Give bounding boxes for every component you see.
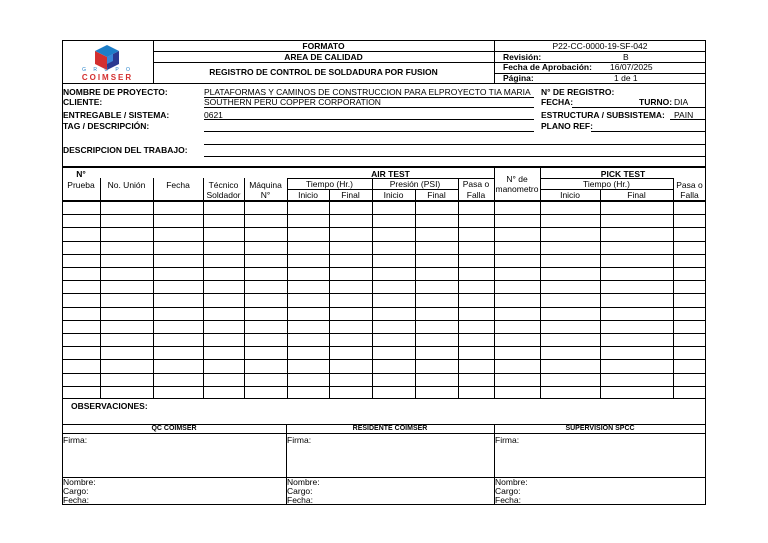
divider (62, 477, 706, 478)
table-row[interactable] (62, 241, 706, 254)
signature-firma: Firma: (495, 435, 520, 445)
table-row[interactable] (62, 293, 706, 306)
divider (494, 167, 495, 201)
table-column-divider (329, 201, 330, 399)
signature-nombre: Nombre: (63, 477, 96, 487)
signature-nombre: Nombre: (287, 477, 320, 487)
table-column-divider (244, 201, 245, 399)
divider (203, 178, 204, 201)
shift-label: TURNO: (639, 97, 673, 107)
observations-label: OBSERVACIONES: (71, 401, 148, 411)
divider (329, 189, 330, 201)
deliverable-value: 0621 (204, 110, 223, 120)
air-pasa-1: Pasa o (462, 179, 490, 189)
divider (415, 189, 416, 201)
deliverable-label: ENTREGABLE / SISTEMA: (63, 110, 170, 120)
col-n-label: N° (76, 169, 86, 179)
table-column-divider (494, 201, 495, 399)
table-column-divider (458, 201, 459, 399)
plan-ref-label: PLANO REF: (541, 121, 593, 131)
underline (204, 119, 534, 120)
table-column-divider (673, 201, 674, 399)
document-code: P22-CC-0000-19-SF-042 (552, 41, 648, 51)
signature-cargo: Cargo: (287, 486, 313, 496)
col-union: No. Unión (107, 180, 146, 190)
logo-text-top: G R U P O (82, 67, 133, 73)
approval-date-value: 16/07/2025 (610, 62, 653, 72)
col-prueba: Prueba (67, 180, 95, 190)
signature-nombre: Nombre: (495, 477, 528, 487)
logo-text-bottom: COIMSER (81, 73, 134, 82)
divider (153, 62, 494, 63)
manometro-2: manometro (495, 184, 539, 194)
structure-value: PAIN (674, 110, 694, 120)
underline (204, 156, 706, 157)
area-label: AREA DE CALIDAD (284, 52, 363, 62)
air-pasa-2: Falla (466, 190, 486, 200)
divider (673, 178, 674, 201)
date-label: FECHA: (541, 97, 574, 107)
table-row[interactable] (62, 227, 706, 240)
table-row[interactable] (62, 359, 706, 372)
air-presion-final: Final (427, 190, 446, 200)
underline (591, 131, 706, 132)
table-row[interactable] (62, 386, 706, 399)
table-column-divider (540, 201, 541, 399)
table-column-divider (203, 201, 204, 399)
manometro-1: N° de (506, 174, 528, 184)
test-records-table (62, 201, 706, 399)
signature-fecha: Fecha: (63, 495, 89, 505)
pick-test-label: PICK TEST (600, 169, 646, 179)
revision-label: Revisión: (503, 52, 542, 62)
signature-cargo: Cargo: (63, 486, 89, 496)
col-tecnico-2: Soldador (206, 190, 241, 200)
underline (204, 107, 534, 108)
col-maquina-2: N° (260, 190, 271, 200)
underline (204, 144, 706, 145)
table-row[interactable] (62, 333, 706, 346)
work-description-label: DESCRIPCION DEL TRABAJO: (63, 145, 188, 155)
air-presion-label: Presión (PSI) (389, 179, 441, 189)
divider (100, 178, 101, 201)
signature-fecha: Fecha: (287, 495, 313, 505)
registry-label: N° DE REGISTRO: (541, 87, 615, 97)
table-column-divider (153, 201, 154, 399)
format-label: FORMATO (302, 41, 345, 51)
air-tiempo-final: Final (341, 190, 360, 200)
project-name-value: PLATAFORMAS Y CAMINOS DE CONSTRUCCION PARA ELPROYECTO TIA MARIA (204, 87, 531, 97)
table-row[interactable] (62, 320, 706, 333)
col-maquina-1: Máquina (249, 180, 282, 190)
structure-label: ESTRUCTURA / SUBSISTEMA: (541, 110, 665, 120)
pick-pasa-2: Falla (680, 190, 699, 200)
signature-cargo: Cargo: (495, 486, 521, 496)
divider (244, 178, 245, 201)
client-value: SOUTHERN PERU COPPER CORPORATION (204, 97, 381, 107)
tag-label: TAG / DESCRIPCIÓN: (63, 121, 150, 131)
signature-title: SUPERVISION SPCC (565, 425, 635, 432)
client-label: CLIENTE: (63, 97, 103, 107)
project-name-label: NOMBRE DE PROYECTO: (63, 87, 168, 97)
signature-fecha: Fecha: (495, 495, 521, 505)
pick-inicio: Inicio (560, 190, 580, 200)
signatures-box (62, 425, 706, 505)
table-row[interactable] (62, 307, 706, 320)
col-fecha: Fecha (166, 180, 190, 190)
air-tiempo-inicio: Inicio (298, 190, 318, 200)
air-presion-inicio: Inicio (383, 190, 404, 200)
table-column-divider (600, 201, 601, 399)
signature-firma: Firma: (287, 435, 312, 445)
divider (600, 189, 601, 201)
table-row[interactable] (62, 214, 706, 227)
table-row[interactable] (62, 346, 706, 359)
table-row[interactable] (62, 201, 706, 214)
divider (287, 178, 288, 201)
approval-date-label: Fecha de Aprobación: (503, 62, 592, 72)
page-label: Página: (503, 73, 534, 83)
divider (62, 433, 706, 434)
table-column-divider (372, 201, 373, 399)
table-column-divider (415, 201, 416, 399)
underline (572, 107, 706, 108)
divider (372, 178, 373, 201)
table-column-divider (100, 201, 101, 399)
divider (458, 178, 459, 201)
table-row[interactable] (62, 280, 706, 293)
revision-value: B (623, 52, 629, 62)
divider (540, 167, 541, 201)
shift-value: DIA (674, 97, 689, 107)
underline (204, 131, 534, 132)
divider (153, 178, 154, 201)
pick-tiempo-label: Tiempo (Hr.) (583, 179, 630, 189)
table-row[interactable] (62, 254, 706, 267)
table-row[interactable] (62, 267, 706, 280)
signature-firma: Firma: (63, 435, 88, 445)
air-tiempo-label: Tiempo (Hr.) (306, 179, 353, 189)
signature-title: RESIDENTE COIMSER (352, 425, 428, 432)
table-row[interactable] (62, 373, 706, 386)
observations-box (62, 399, 706, 425)
col-tecnico-1: Técnico (208, 180, 239, 190)
underline (670, 119, 706, 120)
pick-pasa-1: Pasa o (676, 180, 703, 190)
pick-final: Final (627, 190, 646, 200)
table-column-divider (287, 201, 288, 399)
signature-title: QC COIMSER (151, 425, 197, 432)
air-test-label: AIR TEST (371, 169, 410, 179)
form-title: REGISTRO DE CONTROL DE SOLDADURA POR FUSION (209, 67, 438, 77)
page-value: 1 de 1 (614, 73, 638, 83)
